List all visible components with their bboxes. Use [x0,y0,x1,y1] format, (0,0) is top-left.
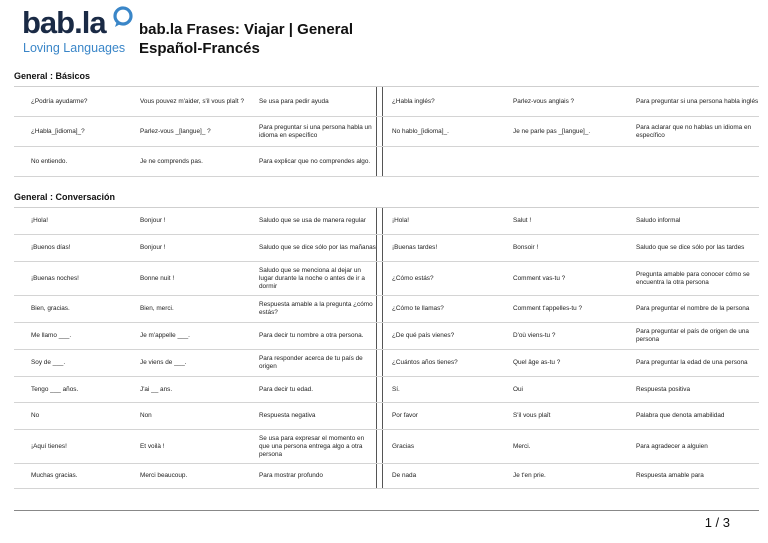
phrase-usage-cell [256,464,376,488]
phrase-french: Bonjour ! [140,244,166,251]
column-divider [376,87,383,116]
column-divider [376,350,383,376]
phrase-spanish-cell [14,117,137,146]
phrase-usage-cell [256,208,376,234]
phrase-french-cell [510,235,633,261]
phrase-spanish-cell [14,323,137,349]
phrase-spanish-cell [389,147,510,176]
phrase-spanish: ¡Hola! [31,217,49,224]
phrase-french: Je viens de ___. [140,359,187,366]
phrase-spanish: Muchas gracias. [31,472,78,479]
phrase-spanish: ¿Habla inglés? [392,97,435,105]
phrase-french-cell [137,323,256,349]
phrase-usage: Para preguntar el país de origen de una persona [636,328,749,343]
phrase-french-cell [510,208,633,234]
phrase-spanish: Por favor [392,412,418,419]
phrase-spanish: Soy de ___. [31,359,66,366]
page-number: 1 / 3 [704,515,730,530]
phrase-spanish-cell [14,147,137,176]
phrase-spanish: Bien, gracias. [31,305,70,312]
babla-logo [22,6,132,58]
table-row [14,377,759,403]
phrase-spanish: ¡Buenas tardes! [392,244,438,251]
phrase-french-cell [510,147,633,176]
phrase-usage: Para agradecer a alguien [636,442,708,450]
phrase-usage: Respuesta amable a la pregunta ¿cómo estás? [259,301,373,316]
phrase-usage: Para aclarar que no hablas un idioma en específico [636,123,752,139]
phrase-french: Merci. [513,442,531,450]
phrase-usage-cell [633,296,759,322]
phrase-usage: Para preguntar si una persona habla un idioma en específico [259,123,372,139]
phrase-usage-cell [633,430,759,463]
table-row [14,262,759,296]
phrase-french-cell [510,464,633,488]
phrase-usage-cell [256,430,376,463]
phrase-usage-cell [256,235,376,261]
phrase-usage-cell [633,323,759,349]
phrase-french: Parlez-vous anglais ? [513,97,575,105]
section-title: General : Conversación [14,192,116,202]
phrase-usage-cell [633,147,759,176]
phrase-french-cell [510,350,633,376]
phrase-spanish-cell [389,350,510,376]
phrase-spanish-cell [389,117,510,146]
phrase-usage: Respuesta positiva [636,385,690,393]
phrase-french: Je ne comprends pas. [140,157,203,165]
phrase-french-cell [137,117,256,146]
table-row [14,208,759,235]
phrase-usage-cell [633,377,759,402]
phrase-french-cell [137,208,256,234]
phrase-usage: Para preguntar el nombre de la persona [636,305,750,312]
table-row [14,323,759,350]
phrase-usage: Para decir tu nombre a otra persona. [259,332,364,339]
phrase-french: Comment vas-tu ? [513,274,566,282]
phrase-spanish: Tengo ___ años. [31,385,79,393]
phrase-spanish: ¿De qué país vienes? [392,332,455,339]
phrase-usage: Respuesta amable para [636,472,704,479]
phrase-spanish-cell [14,377,137,402]
column-divider [376,403,383,429]
phrase-french: Je ne parle pas _[langue]_. [513,127,591,135]
logo-wordmark: bab.la [22,5,106,40]
phrase-spanish: Me llamo ___. [31,332,72,339]
phrase-usage: Saludo que se menciona al dejar un lugar durante la noche o antes de ir a dormir [259,266,365,290]
phrase-usage-cell [256,117,376,146]
phrase-spanish: ¿Cómo estás? [392,274,434,282]
phrase-french: Bonjour ! [140,217,166,224]
speech-bubble-icon [112,6,134,28]
table-row [14,464,759,489]
phrase-spanish-cell [14,403,137,429]
phrase-usage-cell [633,208,759,234]
table-row [14,147,759,177]
phrase-usage: Para preguntar si una persona habla inglés [636,97,759,105]
phrase-french: Bonsoir ! [513,244,539,251]
column-divider [376,262,383,295]
phrase-french: Parlez-vous _[langue]_ ? [140,127,211,135]
phrase-usage: Para responder acerca de tu país de origen [259,355,363,370]
phrase-french: Vous pouvez m'aider, s'il vous plaît ? [140,97,245,105]
phrase-spanish-cell [14,208,137,234]
phrase-usage-cell [633,262,759,295]
phrase-section [14,191,759,489]
table-row [14,235,759,262]
phrase-usage-cell [633,235,759,261]
phrase-usage-cell [633,117,759,146]
phrase-spanish: No [31,412,40,419]
phrase-french: Salut ! [513,217,532,224]
phrase-usage-cell [633,403,759,429]
phrase-spanish-cell [389,464,510,488]
phrase-french-cell [510,117,633,146]
table-row [14,403,759,430]
phrase-spanish-cell [389,296,510,322]
phrase-french: Merci beaucoup. [140,472,188,479]
phrase-usage-cell [256,296,376,322]
phrase-french-cell [510,403,633,429]
phrase-french: Bien, merci. [140,305,174,312]
phrase-usage: Saludo que se dice sólo por las tardes [636,244,745,251]
phrase-spanish-cell [389,377,510,402]
phrase-french: Oui [513,385,523,393]
phrase-usage: Para decir tu edad. [259,385,313,393]
phrase-spanish: Sí. [392,385,400,393]
phrase-spanish-cell [389,235,510,261]
footer-divider [14,510,759,511]
column-divider [376,296,383,322]
phrase-french-cell [137,262,256,295]
phrase-spanish-cell [14,464,137,488]
title-line-2: Español-Francés [139,40,260,57]
phrase-french: Je t'en prie. [513,472,546,479]
phrase-usage-cell [256,323,376,349]
document-title [139,20,353,58]
phrase-french: Je m'appelle ___. [140,332,190,339]
phrase-usage: Pregunta amable para conocer cómo se encuentra la otra persona [636,270,750,286]
table-row [14,87,759,117]
phrase-french-cell [510,377,633,402]
phrase-spanish-cell [14,235,137,261]
phrase-french-cell [137,403,256,429]
phrase-french-cell [137,235,256,261]
phrase-spanish-cell [14,350,137,376]
phrase-usage-cell [256,262,376,295]
phrase-french-cell [137,147,256,176]
phrase-french: Et voilà ! [140,442,165,450]
phrase-spanish: ¿Habla_[idioma]_? [31,127,85,135]
phrase-usage: Para explicar que no comprendes algo. [259,157,371,165]
phrase-spanish: No hablo_[idioma]_. [392,127,449,135]
phrase-spanish: ¡Buenas noches! [31,274,79,282]
phrase-usage-cell [633,350,759,376]
phrase-usage: Saludo que se dice sólo por las mañanas [259,244,376,251]
phrase-usage-cell [256,350,376,376]
phrase-french-cell [137,430,256,463]
phrase-spanish-cell [389,208,510,234]
phrase-spanish-cell [14,87,137,116]
phrase-usage-cell [633,87,759,116]
phrase-spanish: ¡Aquí tienes! [31,442,67,450]
phrase-usage: Saludo informal [636,217,681,224]
column-divider [376,147,383,176]
phrase-spanish-cell [389,262,510,295]
column-divider [376,208,383,234]
phrase-usage-cell [633,464,759,488]
table-row [14,117,759,147]
table-row [14,296,759,323]
phrase-spanish: ¿Podría ayudarme? [31,97,88,105]
phrase-french-cell [510,87,633,116]
phrase-spanish-cell [389,430,510,463]
phrase-french-cell [510,296,633,322]
phrase-french-cell [137,377,256,402]
phrase-spanish: Gracias [392,442,415,450]
phrase-spanish-cell [14,296,137,322]
phrase-spanish-cell [389,87,510,116]
phrase-french-cell [137,87,256,116]
phrase-usage: Palabra que denota amabilidad [636,412,725,419]
phrase-french-cell [137,296,256,322]
phrase-usage: Para mostrar profundo [259,472,323,479]
phrase-french-cell [137,464,256,488]
column-divider [376,235,383,261]
phrase-spanish: ¡Buenos días! [31,244,71,251]
phrase-spanish: ¿Cómo te llamas? [392,305,444,312]
phrase-french: S'il vous plaît [513,412,551,419]
phrase-spanish-cell [389,323,510,349]
phrase-french-cell [510,262,633,295]
page-header [0,0,768,62]
phrase-french: D'où viens-tu ? [513,332,556,339]
column-divider [376,323,383,349]
section-title: General : Básicos [14,71,91,81]
phrase-section [14,70,759,177]
phrase-spanish-cell [14,262,137,295]
phrase-usage-cell [256,403,376,429]
column-divider [376,430,383,463]
column-divider [376,117,383,146]
column-divider [376,377,383,402]
logo-tagline: Loving Languages [23,41,126,55]
phrase-usage: Se usa para pedir ayuda [259,97,329,105]
phrase-usage: Se usa para expresar el momento en que una persona entrega algo a otra persona [259,434,365,458]
table-row [14,430,759,464]
phrase-usage-cell [256,377,376,402]
phrase-spanish: ¿Cuántos años tienes? [392,359,458,366]
title-line-1: bab.la Frases: Viajar | General [139,21,354,38]
phrase-french-cell [510,323,633,349]
phrase-french: Quel âge as-tu ? [513,359,561,366]
table-row [14,350,759,377]
phrase-spanish: No entiendo. [31,157,68,165]
phrase-usage: Para preguntar la edad de una persona [636,359,748,366]
phrase-spanish-cell [14,430,137,463]
phrase-french: Bonne nuit ! [140,274,175,282]
phrase-spanish-cell [389,403,510,429]
phrase-spanish: ¡Hola! [392,217,410,224]
phrase-french-cell [510,430,633,463]
phrase-french: J'ai __ ans. [140,385,173,393]
phrase-spanish: De nada [392,472,417,479]
phrase-usage-cell [256,87,376,116]
phrase-usage: Respuesta negativa [259,412,316,419]
phrase-french: Comment t'appelles-tu ? [513,305,583,312]
phrase-usage: Saludo que se usa de manera regular [259,217,366,224]
column-divider [376,464,383,488]
phrase-french: Non [140,412,152,419]
phrase-usage-cell [256,147,376,176]
phrase-french-cell [137,350,256,376]
